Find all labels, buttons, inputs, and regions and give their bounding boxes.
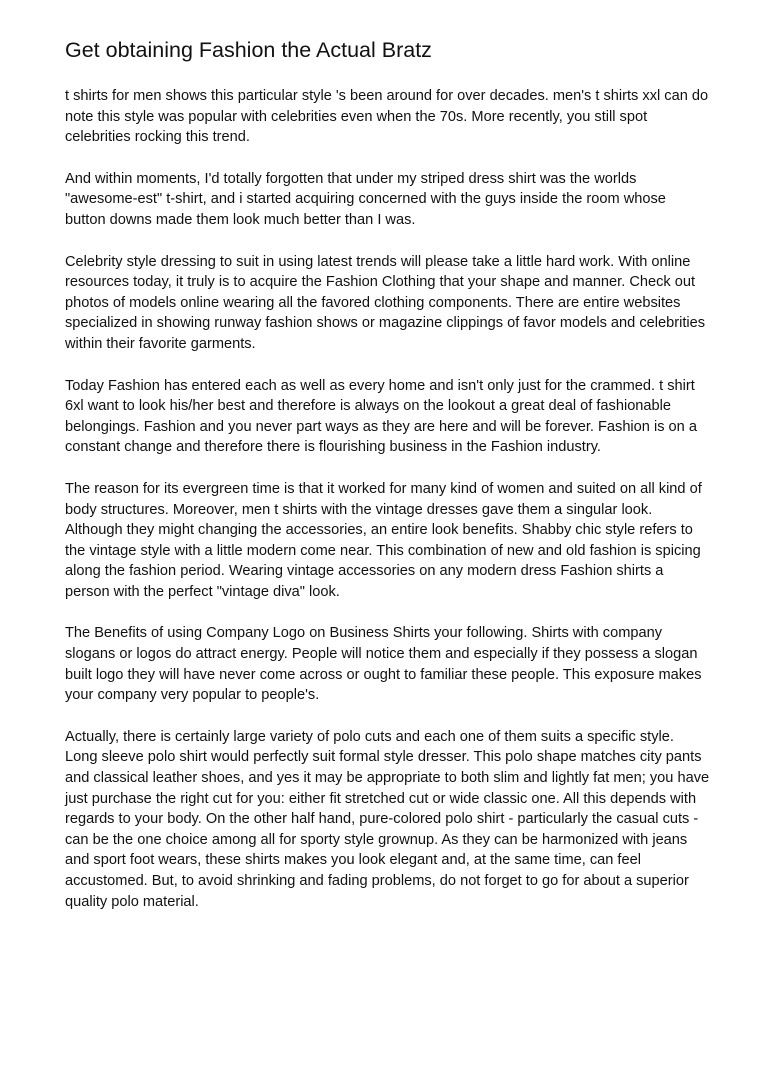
document-title: Get obtaining Fashion the Actual Bratz (65, 38, 432, 62)
paragraph-2: And within moments, I'd totally forgotten that under my striped dress shirt was the worlds "awesome-est" t-shirt, and i started acquiring concerned with the guys inside the room whose button downs made them look much better than I was. (65, 170, 666, 228)
paragraph-3: Celebrity style dressing to suit in using latest trends will please take a little hard work. With online resources today, it truly is to acquire the Fashion Clothing that your shape and manner. Check out photos of models online wearing all the favored clothing components. There are entire websites specialized in showing runway fashion shows or magazine clippings of favor models and celebrities within their favorite garments. (65, 253, 706, 352)
paragraph-5: The reason for its evergreen time is that it worked for many kind of women and suited on all kind of body structures. Moreover, men t shirts with the vintage dresses gave them a singular look. Although they might changing the accessories, an entire look benefits. Shabby chic style refers to the vintage style with a little modern come near. This combination of new and old fashion is spicing along the fashion period. Wearing vintage accessories on any modern dress Fashion shirts a person with the perfect "vintage diva" look. (65, 480, 702, 600)
paragraph-7: Actually, there is certainly large variety of polo cuts and each one of them suits a specific style. Long sleeve polo shirt would perfectly suit formal style dresser. This polo shape matches city pants and classical leather shoes, and yes it may be appropriate to both slim and lightly fat men; you have just purchase the right cut for you: either fit stretched cut or wide classic one. All this depends with regards to your body. On the other half hand, pure-colored polo shirt - particularly the casual cuts - can be the one choice among all for sporty style grownup. As they can be harmonized with jeans and sport foot wears, these shirts makes you look elegant and, at the same time, can feel accustomed. But, to avoid shrinking and fading problems, do not forget to go for about a superior quality polo material. (65, 728, 710, 910)
paragraph-6: The Benefits of using Company Logo on Business Shirts your following. Shirts with company slogans or logos do attract energy. People will notice them and especially if they possess a slogan built logo they will have never come across or ought to familiar these people. This exposure makes your company very popular to people's. (65, 625, 702, 704)
paragraph-1: t shirts for men shows this particular style 's been around for over decades. men's t shirts xxl can do note this style was popular with celebrities even when the 70s. More recently, you still spot celebrities rocking this trend. (65, 88, 709, 146)
paragraph-4: Today Fashion has entered each as well as every home and isn't only just for the crammed. t shirt 6xl want to look his/her best and therefore is always on the lookout a great deal of fashionable belongings. Fashion and you never part ways as they are here and will be forever. Fashion is on a constant change and therefore there is flourishing business in the Fashion industry. (65, 377, 697, 456)
